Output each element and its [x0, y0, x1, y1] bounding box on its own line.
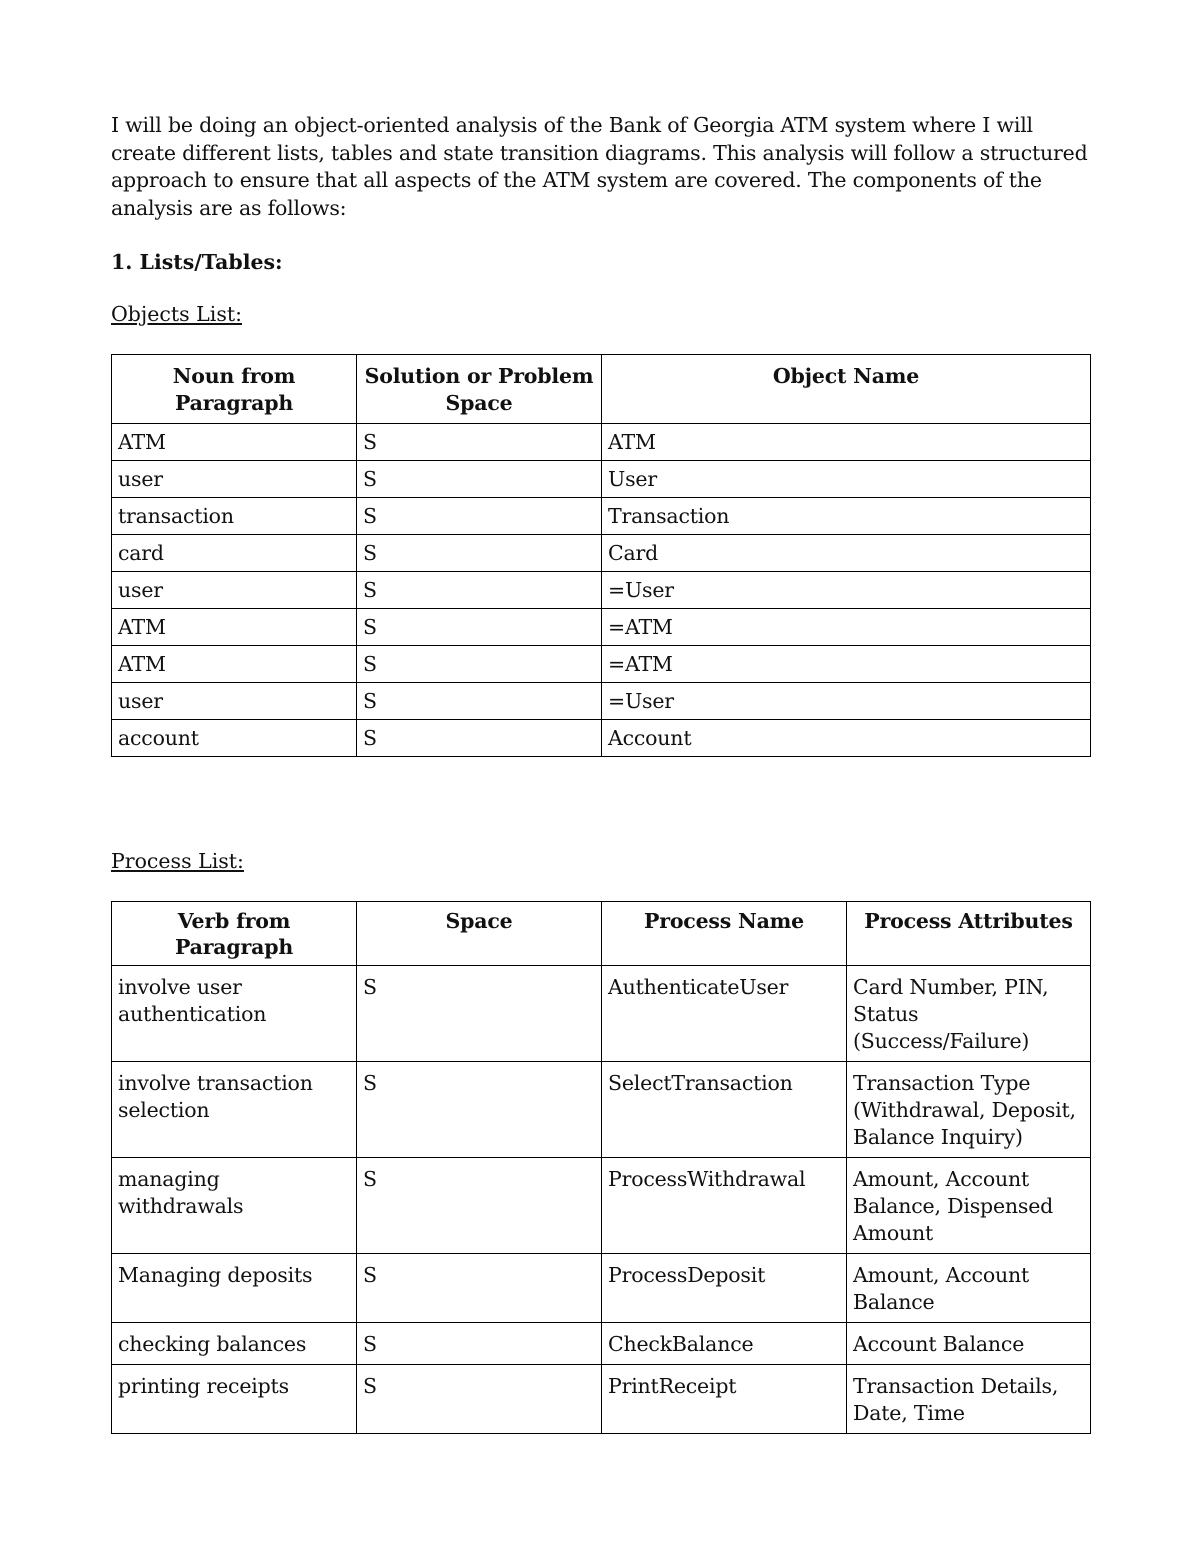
intro-paragraph: I will be doing an object-oriented analysis of the Bank of Georgia ATM system where I will create different lists, tables and state transition diagrams. This analysis will follow a structured approach to ensure that all aspects of the ATM system are covered. The components of the analysis are as follows:: [111, 113, 1088, 220]
process-row: [112, 1062, 1091, 1158]
process-cell-verb: involve user authentication: [112, 966, 357, 1062]
process-cell-space: S: [357, 1323, 602, 1365]
objects-row: [112, 461, 1091, 498]
objects-row: [112, 572, 1091, 609]
objects-cell-space: S: [357, 572, 602, 609]
process-header-attributes: Process Attributes: [847, 902, 1091, 966]
objects-cell-object-name: =ATM: [602, 609, 1091, 646]
process-row: [112, 1158, 1091, 1254]
process-cell-space: S: [357, 1254, 602, 1323]
process-cell-space: S: [357, 1365, 602, 1434]
process-header-row: [112, 902, 1091, 966]
objects-cell-object-name: =User: [602, 572, 1091, 609]
objects-cell-space: S: [357, 720, 602, 757]
objects-cell-space: S: [357, 535, 602, 572]
process-cell-verb: involve transaction selection: [112, 1062, 357, 1158]
objects-cell-object-name: =User: [602, 683, 1091, 720]
process-cell-attributes: Amount, Account Balance: [847, 1254, 1091, 1323]
objects-cell-noun: card: [112, 535, 357, 572]
objects-cell-space: S: [357, 683, 602, 720]
objects-list-title: Objects List:: [111, 302, 243, 326]
process-cell-attributes: Transaction Type (Withdrawal, Deposit, Balance Inquiry): [847, 1062, 1091, 1158]
objects-cell-noun: account: [112, 720, 357, 757]
process-cell-process-name: PrintReceipt: [602, 1365, 847, 1434]
process-cell-attributes: Transaction Details, Date, Time: [847, 1365, 1091, 1434]
process-row: [112, 966, 1091, 1062]
process-cell-attributes: Card Number, PIN, Status (Success/Failure): [847, 966, 1091, 1062]
process-cell-attributes: Amount, Account Balance, Dispensed Amount: [847, 1158, 1091, 1254]
objects-cell-object-name: ATM: [602, 424, 1091, 461]
objects-cell-noun: transaction: [112, 498, 357, 535]
process-header-verb: Verb from Paragraph: [112, 902, 357, 966]
objects-header-row: [112, 355, 1091, 424]
document-page: [111, 112, 1089, 1425]
objects-header-space: Solution or Problem Space: [357, 355, 602, 424]
process-row: [112, 1365, 1091, 1434]
process-cell-process-name: ProcessWithdrawal: [602, 1158, 847, 1254]
process-cell-attributes: Account Balance: [847, 1323, 1091, 1365]
process-cell-space: S: [357, 1158, 602, 1254]
process-cell-process-name: CheckBalance: [602, 1323, 847, 1365]
objects-cell-object-name: Transaction: [602, 498, 1091, 535]
process-cell-verb: checking balances: [112, 1323, 357, 1365]
process-cell-verb: Managing deposits: [112, 1254, 357, 1323]
objects-cell-space: S: [357, 646, 602, 683]
objects-cell-noun: user: [112, 572, 357, 609]
process-row: [112, 1323, 1091, 1365]
objects-row: [112, 424, 1091, 461]
objects-cell-space: S: [357, 609, 602, 646]
process-row: [112, 1254, 1091, 1323]
objects-table: [111, 354, 1091, 757]
process-cell-process-name: AuthenticateUser: [602, 966, 847, 1062]
process-cell-space: S: [357, 966, 602, 1062]
objects-cell-object-name: =ATM: [602, 646, 1091, 683]
objects-cell-space: S: [357, 498, 602, 535]
process-cell-verb: managing withdrawals: [112, 1158, 357, 1254]
objects-row: [112, 535, 1091, 572]
objects-header-object-name: Object Name: [602, 355, 1091, 424]
objects-header-noun: Noun from Paragraph: [112, 355, 357, 424]
objects-row: [112, 683, 1091, 720]
objects-cell-noun: ATM: [112, 609, 357, 646]
objects-cell-object-name: Card: [602, 535, 1091, 572]
objects-row: [112, 498, 1091, 535]
objects-row: [112, 609, 1091, 646]
process-cell-verb: printing receipts: [112, 1365, 357, 1434]
process-cell-space: S: [357, 1062, 602, 1158]
process-header-space: Space: [357, 902, 602, 966]
section-heading: 1. Lists/Tables:: [111, 250, 283, 274]
objects-cell-space: S: [357, 424, 602, 461]
objects-cell-noun: ATM: [112, 424, 357, 461]
objects-cell-object-name: User: [602, 461, 1091, 498]
process-table: [111, 901, 1091, 1434]
process-list-title: Process List:: [111, 849, 244, 873]
process-cell-process-name: ProcessDeposit: [602, 1254, 847, 1323]
objects-cell-space: S: [357, 461, 602, 498]
objects-cell-noun: user: [112, 683, 357, 720]
objects-cell-object-name: Account: [602, 720, 1091, 757]
process-header-process-name: Process Name: [602, 902, 847, 966]
objects-row: [112, 646, 1091, 683]
objects-cell-noun: ATM: [112, 646, 357, 683]
objects-cell-noun: user: [112, 461, 357, 498]
objects-row: [112, 720, 1091, 757]
process-cell-process-name: SelectTransaction: [602, 1062, 847, 1158]
